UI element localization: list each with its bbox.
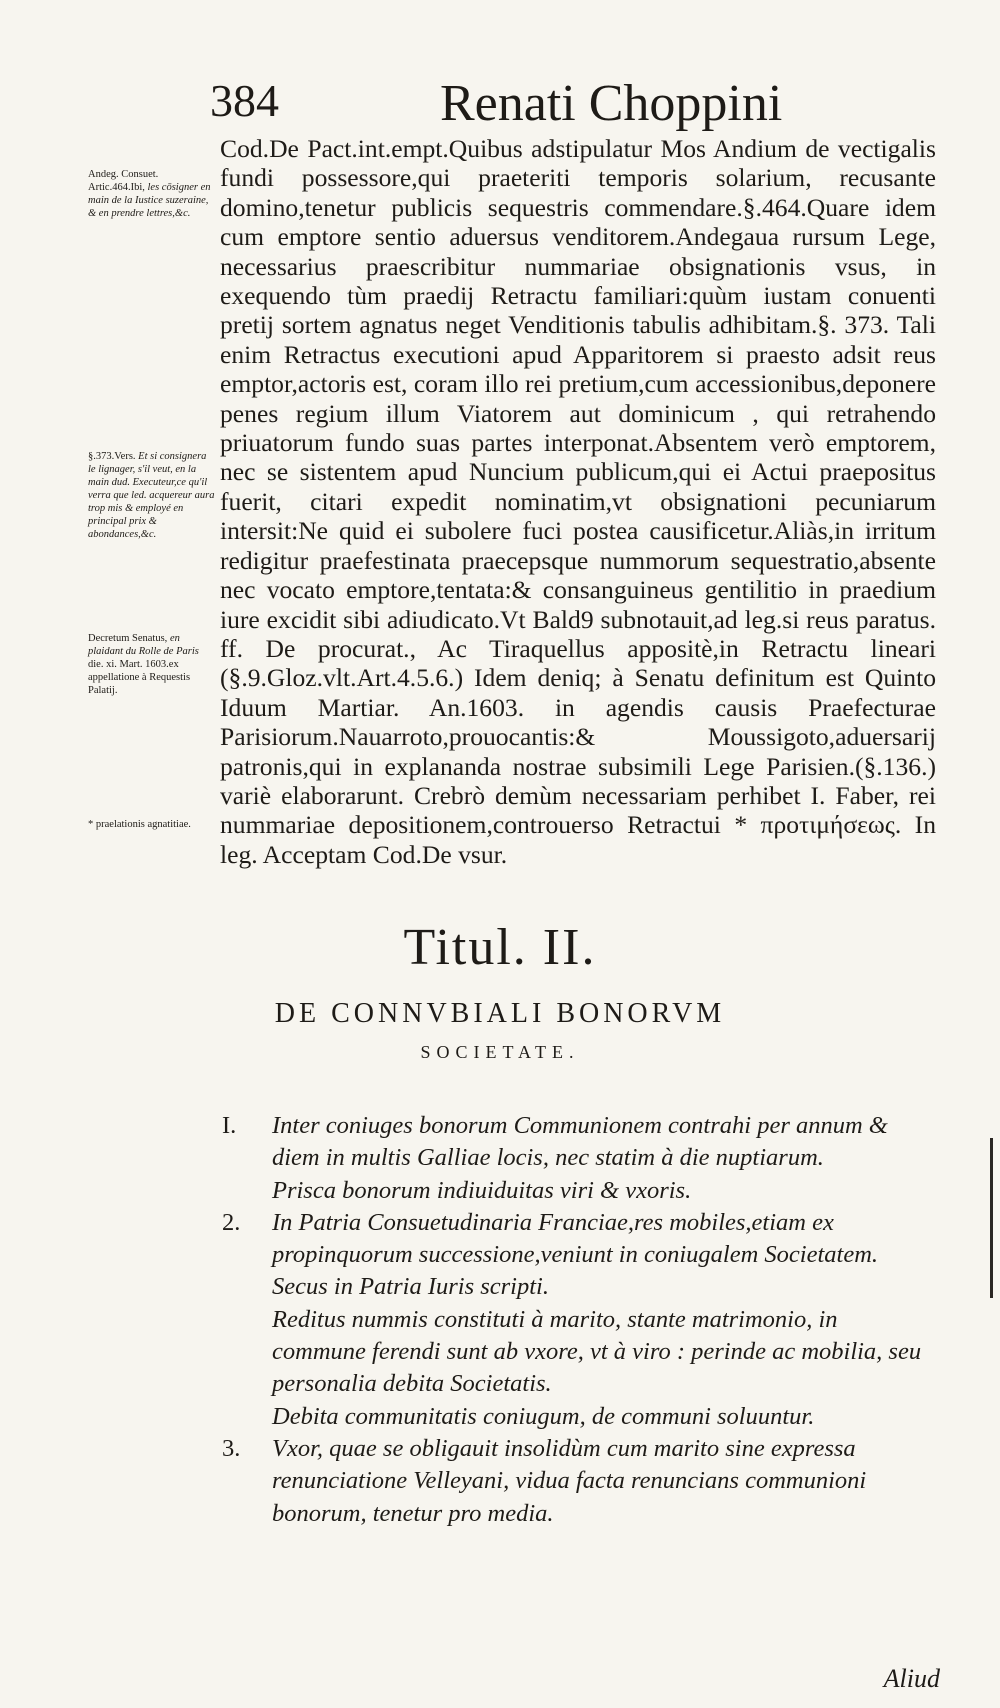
summary-item: Debita communitatis coniugum, de communi soluuntur. bbox=[272, 1402, 815, 1430]
main-body-text bbox=[220, 134, 936, 869]
summary-item: Reditus nummis constituti à marito, stante matrimonio, in commune ferendi sunt ab vxore, vt à viro : perinde ac mobilia, seu personalia debita Societatis. bbox=[272, 1305, 922, 1398]
summary-item: Prisca bonorum indiuiduitas viri & vxoris. bbox=[272, 1176, 692, 1204]
section-subtitle-continued: SOCIETATE. bbox=[420, 1042, 580, 1062]
summary-list bbox=[220, 1110, 936, 1530]
summary-item: 3. Vxor, quae se obligauit insolidùm cum marito sine expressa renunciatione Velleyani, vidua facta renuncians communioni bonorum, tenetur pro media. bbox=[222, 1434, 867, 1527]
summary-number: 3. bbox=[222, 1434, 241, 1462]
summary-item: 2. In Patria Consuetudinaria Franciae,res mobiles,etiam ex propinquorum successione,veniunt in coniugalem Societatem. bbox=[222, 1208, 879, 1269]
summary-item: I. Inter coniuges bonorum Communionem contrahi per annum & diem in multis Galliae locis, nec statim à die nuptiarum. bbox=[222, 1112, 888, 1172]
summary-number: 2. bbox=[222, 1208, 241, 1236]
side-note-1: Andeg. Consuet. Artic.464.Ibi, les cōsigner en main de la Iustice suzeraine, & en prendre lettres,&c. bbox=[88, 169, 211, 219]
section-title: Titul. II. bbox=[403, 919, 597, 976]
running-title: Renati Choppini bbox=[440, 75, 783, 132]
page-number: 384 bbox=[210, 75, 279, 126]
side-note-3: Decretum Senatus, en plaidant du Rolle de Paris die. xi. Mart. 1603.ex appellatione à Requestis Palatij. bbox=[88, 633, 199, 696]
side-note-4: * praelationis agnatitiae. bbox=[88, 819, 191, 830]
section-subtitle: DE CONNVBIALI BONORVM bbox=[274, 998, 726, 1029]
summary-number: I. bbox=[222, 1112, 237, 1139]
summary-item: Secus in Patria Iuris scripti. bbox=[272, 1273, 549, 1301]
body-paragraph: Cod.De Pact.int.empt.Quibus adstipulatur Mos Andium de vectigalis fundi possessore,qui praeteriti temporis solarium, recusante domino,tenetur publicis sequestris commendare.§.464.Quare idem cum emptore sentio aduersus venditorem.Andegaua rursum Lege, necessarius praescribitur nummariae obsignationis vsus, in exequendo tùm praedij Retractu familiari:quùm iustam conuenti pretij sortem agnatus neget Venditionis tabulis adhibitam.§. 373. Tali enim Retractus executioni apud Apparitorem si praesto adsit reus emptor,actoris est, coram illo rei pretium,cum accessionibus,deponere penes regium illum Viatorem aut dominicum , qui retrahendo priuatorum fundo suas partes interponat.Absentem verò emptorem, nec se sistentem apud Nuncium publicum,qui ei Actui praepositus fuerit, citari expedit nominatim,vt obsignationi pecuniarum intersit:Ne quid ei subolere fuci postea causificetur.Aliàs,in irritum redigitur praefestinata praecepsque nummorum sequestratio,absente nec vocato emptore,tentata:& consanguineus gentilitio in praedium iure excidit sibi adiudicato.Vt Bald9 subnotauit,ad leg.si reus paratus. ff. De procurat., Ac Tiraquellus appositè,in Retractu lineari (§.9.Gloz.vlt.Art.4.5.6.) Idem deniq; à Senatu definitum est Quinto Iduum Martiar. An.1603. in agendis causis Praefecturae Parisiorum.Nauarroto,prouocantis:& Moussigoto,aduersarij patronis,qui in explananda nostrae subsimili Lege Parisien.(§.136.) variè elaborarunt. Crebrò demùm necessariam perhibet I. Faber, rei nummariae depositionem,controuerso Retractui * προτιμήσεως. In leg. Acceptam Cod.De vsur. bbox=[220, 134, 936, 869]
side-note-2: §.373.Vers. Et si consignera le lignager, s'il veut, en la main dud. Executeur,ce qu'il verra que led. acquereur aura trop mis & employé en principal prix & abondances,&c. bbox=[88, 451, 215, 540]
page-edge-mark bbox=[990, 1138, 993, 1298]
catchword: Aliud bbox=[883, 1664, 940, 1693]
